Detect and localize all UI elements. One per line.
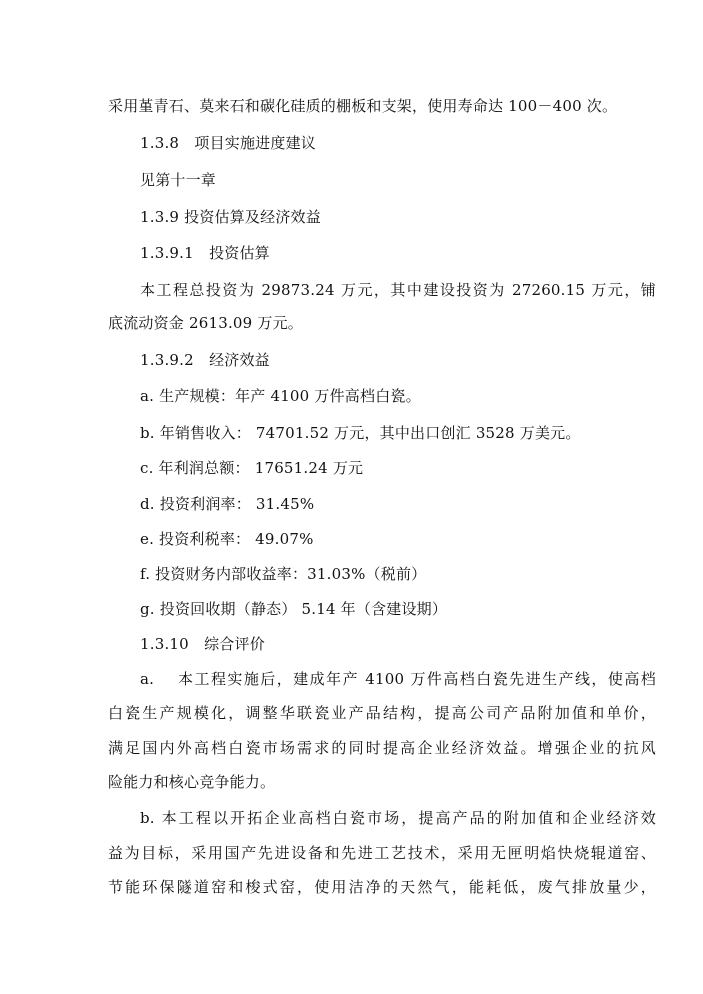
paragraph-line: a. 本工程实施后，建成年产 4100 万件高档白瓷先进生产线，使高档 [140,670,656,688]
paragraph-line: b. 本工程以开拓企业高档白瓷市场，提高产品的附加值和企业经济效 [140,809,656,827]
paragraph-line: 险能力和核心竞争能力。 [108,773,276,791]
section-heading-1-3-9: 1.3.9 投资估算及经济效益 [140,208,321,226]
list-item-c: c. 年利润总额： 17651.24 万元 [140,459,364,477]
paragraph-line: 满足国内外高档白瓷市场需求的同时提高企业经济效益。增强企业的抗风 [108,739,656,757]
paragraph-line: 白瓷生产规模化，调整华联瓷业产品结构，提高公司产品附加值和单价， [108,704,656,722]
paragraph-line: 见第十一章 [140,171,217,189]
list-item-a: a. 生产规模：年产 4100 万件高档白瓷。 [140,387,421,405]
section-heading-1-3-8: 1.3.8 项目实施进度建议 [140,134,316,152]
section-heading-1-3-9-1: 1.3.9.1 投资估算 [140,244,270,262]
list-item-g: g. 投资回收期（静态） 5.14 年（含建设期） [140,600,448,618]
section-heading-1-3-10: 1.3.10 综合评价 [140,635,265,653]
list-item-f: f. 投资财务内部收益率：31.03%（税前） [140,565,427,583]
list-item-e: e. 投资利税率： 49.07% [140,530,314,548]
paragraph-line: 益为目标，采用国产先进设备和先进工艺技术，采用无匣明焰快烧辊道窑、 [108,844,656,862]
paragraph-line: 节能环保隧道窑和梭式窑，使用洁净的天然气，能耗低，废气排放量少， [108,878,656,896]
list-item-b: b. 年销售收入： 74701.52 万元，其中出口创汇 3528 万美元。 [140,424,581,442]
section-heading-1-3-9-2: 1.3.9.2 经济效益 [140,351,270,369]
list-item-d: d. 投资利润率： 31.45% [140,495,315,513]
paragraph-line: 采用堇青石、莫来石和碳化硅质的棚板和支架，使用寿命达 100－400 次。 [108,97,618,115]
paragraph-line: 本工程总投资为 29873.24 万元，其中建设投资为 27260.15 万元，铺 [140,281,656,299]
paragraph-line: 底流动资金 2613.09 万元。 [108,314,303,332]
